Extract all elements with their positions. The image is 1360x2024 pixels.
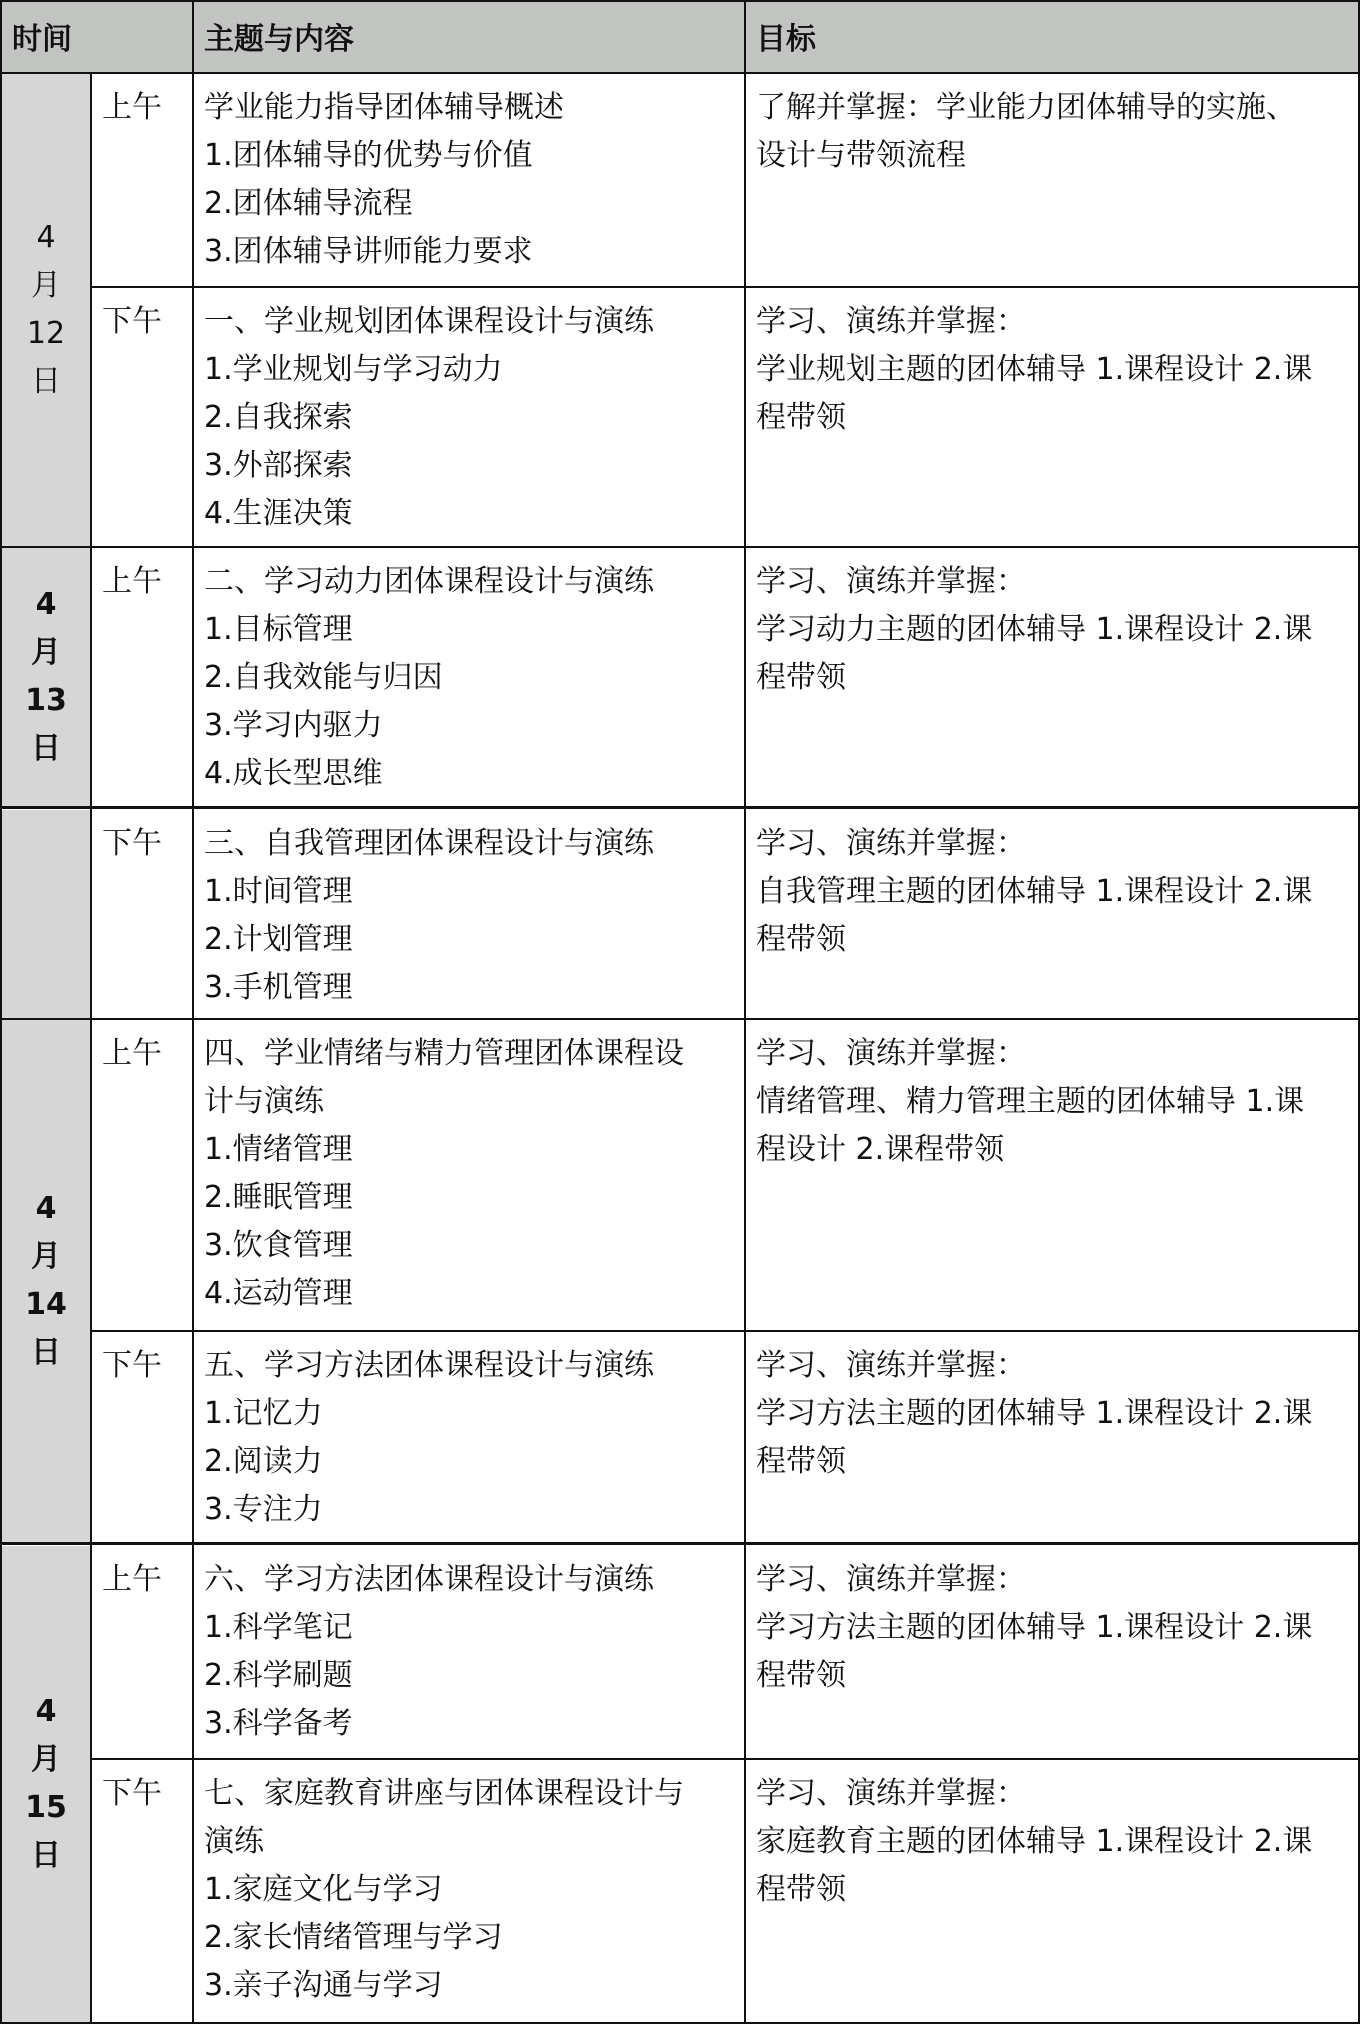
goal-cell: [746, 74, 1358, 180]
content-line: 2.计划管理: [204, 922, 353, 957]
period-label: 下午: [102, 304, 162, 339]
content-line: 2.阅读力: [204, 1444, 323, 1479]
content-line: 4.运动管理: [204, 1276, 353, 1311]
table-border-left: [0, 0, 2, 2024]
content-cell: [194, 1020, 744, 1318]
row-divider: [0, 1542, 1360, 1545]
day-text: 日: [31, 731, 61, 766]
goal-line: 家庭教育主题的团体辅导 1.课程设计 2.课: [756, 1824, 1313, 1859]
row-divider: [0, 1018, 1360, 1020]
header-time: 时间: [12, 22, 72, 57]
goal-line: 了解并掌握：学业能力团体辅导的实施、: [756, 90, 1296, 125]
content-line: 4.成长型思维: [204, 756, 383, 791]
day-text: 4: [35, 587, 57, 622]
goal-line: 程带领: [756, 660, 846, 695]
content-line: 3.团体辅导讲师能力要求: [204, 234, 533, 269]
content-cell: [194, 288, 744, 538]
goal-cell: [746, 548, 1358, 702]
content-line: 2.自我探索: [204, 400, 353, 435]
goal-line: 学习、演练并掌握：: [756, 1776, 1026, 1811]
content-cell: [194, 1760, 744, 2010]
goal-line: 设计与带领流程: [756, 138, 966, 173]
goal-cell: [746, 288, 1358, 442]
goal-line: 学习、演练并掌握：: [756, 304, 1026, 339]
goal-cell: [746, 1760, 1358, 1914]
row-divider: [90, 1758, 1360, 1760]
goal-line: 程设计 2.课程带领: [756, 1132, 1005, 1167]
day-text: 月: [31, 635, 61, 670]
content-cell: [194, 548, 744, 798]
period-label: 上午: [102, 1562, 162, 1597]
content-line: 3.科学备考: [204, 1706, 353, 1741]
content-cell: [194, 810, 744, 1012]
day-cell-apr12: [2, 74, 90, 546]
day-text: 日: [31, 1838, 61, 1873]
period-label: 上午: [102, 564, 162, 599]
content-line: 四、学业情绪与精力管理团体课程设: [204, 1036, 684, 1071]
row-divider: [0, 72, 1360, 74]
goal-cell: [746, 1020, 1358, 1174]
table-border-top: [0, 0, 1360, 2]
goal-line: 程带领: [756, 1872, 846, 1907]
content-line: 一、学业规划团体课程设计与演练: [204, 304, 654, 339]
content-line: 1.团体辅导的优势与价值: [204, 138, 533, 173]
goal-cell: [746, 1546, 1358, 1700]
goal-cell: [746, 810, 1358, 964]
content-line: 六、学习方法团体课程设计与演练: [204, 1562, 654, 1597]
content-line: 2.自我效能与归因: [204, 660, 443, 695]
day-cell-apr15: [2, 1546, 90, 2022]
content-cell: [194, 1332, 744, 1534]
goal-line: 学习、演练并掌握：: [756, 1348, 1026, 1383]
day-text: 月: [31, 1742, 61, 1777]
goal-line: 程带领: [756, 922, 846, 957]
content-cell: [194, 74, 744, 276]
day-text: 日: [31, 364, 61, 399]
content-line: 1.记忆力: [204, 1396, 323, 1431]
day-text: 13: [25, 683, 67, 718]
goal-line: 情绪管理、精力管理主题的团体辅导 1.课: [756, 1084, 1305, 1119]
content-line: 3.外部探索: [204, 448, 353, 483]
content-line: 五、学习方法团体课程设计与演练: [204, 1348, 654, 1383]
content-line: 3.手机管理: [204, 970, 353, 1005]
header-topic: 主题与内容: [204, 22, 354, 57]
content-line: 三、自我管理团体课程设计与演练: [204, 826, 654, 861]
goal-line: 学习方法主题的团体辅导 1.课程设计 2.课: [756, 1610, 1313, 1645]
day-text: 日: [31, 1335, 61, 1370]
goal-line: 自我管理主题的团体辅导 1.课程设计 2.课: [756, 874, 1313, 909]
content-line: 3.饮食管理: [204, 1228, 353, 1263]
content-line: 1.家庭文化与学习: [204, 1872, 443, 1907]
goal-line: 程带领: [756, 400, 846, 435]
content-line: 1.学业规划与学习动力: [204, 352, 503, 387]
content-line: 2.睡眠管理: [204, 1180, 353, 1215]
day-text: 4: [35, 1191, 57, 1226]
header-goal: 目标: [756, 22, 816, 57]
day-cell-apr13: [2, 548, 90, 806]
period-label: 上午: [102, 90, 162, 125]
day-text: 4: [35, 1694, 57, 1729]
goal-line: 学习、演练并掌握：: [756, 1036, 1026, 1071]
row-divider: [0, 806, 1360, 809]
content-line: 七、家庭教育讲座与团体课程设计与: [204, 1776, 684, 1811]
column-divider: [90, 72, 92, 2024]
content-cell: [194, 1546, 744, 1748]
content-line: 1.时间管理: [204, 874, 353, 909]
content-line: 3.学习内驱力: [204, 708, 383, 743]
content-line: 3.亲子沟通与学习: [204, 1968, 443, 2003]
period-label: 下午: [102, 1776, 162, 1811]
goal-line: 程带领: [756, 1658, 846, 1693]
goal-line: 学习、演练并掌握：: [756, 826, 1026, 861]
goal-line: 学习动力主题的团体辅导 1.课程设计 2.课: [756, 612, 1313, 647]
day-text: 14: [25, 1287, 67, 1322]
content-line: 1.情绪管理: [204, 1132, 353, 1167]
content-line: 2.科学刷题: [204, 1658, 353, 1693]
goal-line: 学习、演练并掌握：: [756, 564, 1026, 599]
period-label: 上午: [102, 1036, 162, 1071]
content-line: 2.团体辅导流程: [204, 186, 413, 221]
row-divider: [90, 286, 1360, 288]
row-divider: [90, 1330, 1360, 1332]
column-divider: [744, 0, 746, 2024]
day-text: 15: [25, 1790, 67, 1825]
period-label: 下午: [102, 826, 162, 861]
content-line: 1.目标管理: [204, 612, 353, 647]
row-divider: [0, 546, 1360, 548]
content-line: 1.科学笔记: [204, 1610, 353, 1645]
content-line: 4.生涯决策: [204, 496, 353, 531]
goal-cell: [746, 1332, 1358, 1486]
content-line: 计与演练: [204, 1084, 324, 1119]
day-text: 12: [26, 316, 66, 351]
period-label: 下午: [102, 1348, 162, 1383]
content-line: 2.家长情绪管理与学习: [204, 1920, 503, 1955]
day-cell-empty: [2, 810, 90, 1018]
goal-line: 学业规划主题的团体辅导 1.课程设计 2.课: [756, 352, 1313, 387]
content-line: 二、学习动力团体课程设计与演练: [204, 564, 654, 599]
goal-line: 学习方法主题的团体辅导 1.课程设计 2.课: [756, 1396, 1313, 1431]
day-text: 月: [31, 1239, 61, 1274]
content-line: 演练: [204, 1824, 264, 1859]
column-divider: [192, 0, 194, 2024]
goal-line: 程带领: [756, 1444, 846, 1479]
day-text: 4: [36, 220, 56, 255]
goal-line: 学习、演练并掌握：: [756, 1562, 1026, 1597]
content-line: 学业能力指导团体辅导概述: [204, 90, 564, 125]
content-line: 3.专注力: [204, 1492, 323, 1527]
day-cell-apr14: [2, 1020, 90, 1542]
day-text: 月: [31, 268, 61, 303]
